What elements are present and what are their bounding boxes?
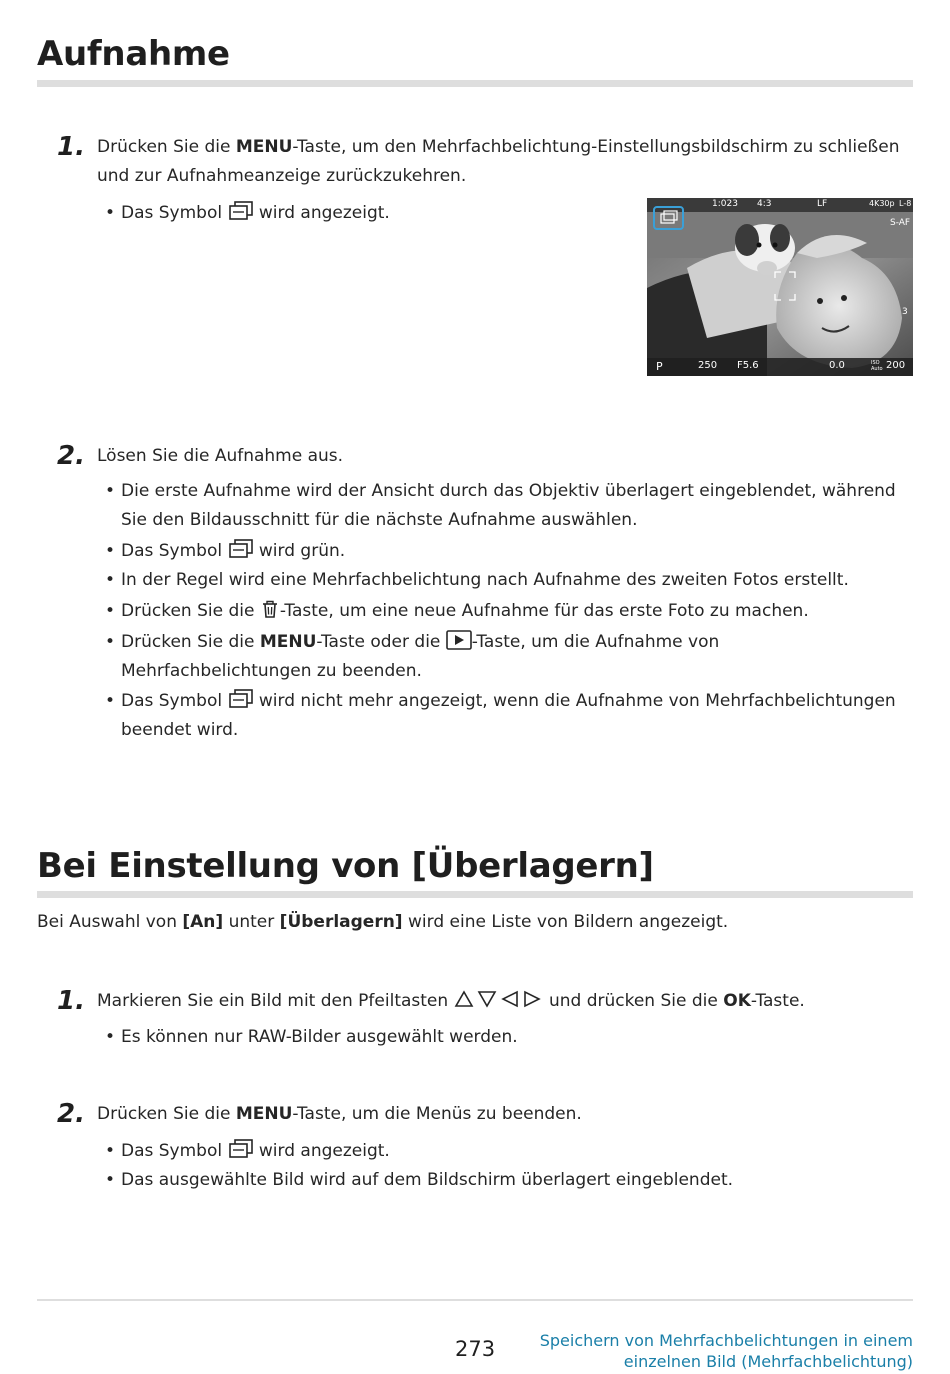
photo-illustration <box>647 198 913 376</box>
bullet-text: Das Symbol wird grün. <box>121 537 345 569</box>
bullet-dot: • <box>105 1141 116 1161</box>
bullet-text: Das Symbol wird nicht mehr angezeigt, wenn die Aufnahme von Mehrfachbelichtungen <box>121 687 896 719</box>
heading-rule <box>37 80 913 87</box>
multiple-exposure-icon <box>228 689 254 719</box>
osd-exposure-comp: 0.0 <box>829 360 845 371</box>
multiple-exposure-icon <box>228 1139 254 1169</box>
osd-aperture: F5.6 <box>737 360 759 371</box>
bullet-dot: • <box>105 570 116 590</box>
section-intro: Bei Auswahl von [An] unter [Überlagern] wird eine Liste von Bildern angezeigt. <box>37 912 729 932</box>
osd-iso-label: ISO Auto <box>871 360 883 372</box>
osd-iso: 200 <box>886 360 906 371</box>
section-heading-aufnahme: Aufnahme <box>37 34 230 74</box>
step-number: 2. <box>57 441 85 471</box>
bullet-dot: • <box>105 481 116 501</box>
osd-quality: LF <box>817 199 828 209</box>
bullet-dot: • <box>105 691 116 711</box>
bullet-dot: • <box>105 601 116 621</box>
step-number: 2. <box>57 1099 85 1129</box>
osd-flash: 3 <box>902 307 908 317</box>
section-heading-ueberlagern: Bei Einstellung von [Überlagern] <box>37 846 654 886</box>
bullet-dot: • <box>105 203 116 223</box>
step-number: 1. <box>57 986 85 1016</box>
osd-frame-count: 1:023 <box>712 199 738 209</box>
footer-section-link[interactable] <box>540 1330 913 1372</box>
bullet-text-line2: Sie den Bildausschnitt für die nächste Aufnahme auswählen. <box>121 510 638 530</box>
footer-link-line2[interactable]: einzelnen Bild (Mehrfachbelichtung) <box>623 1352 913 1371</box>
bullet-text: Drücken Sie die MENU-Taste oder die -Taste, um die Aufnahme von <box>121 628 719 660</box>
multiple-exposure-icon <box>228 201 254 231</box>
osd-video: 4K30p <box>869 199 895 208</box>
footer-link-line1[interactable]: Speichern von Mehrfachbelichtungen in einem <box>539 1331 913 1350</box>
arrow-keys-icon <box>454 989 544 1019</box>
bullet-text: Das Symbol wird angezeigt. <box>121 199 390 231</box>
osd-aspect: 4:3 <box>757 199 772 209</box>
trash-icon <box>260 599 280 629</box>
osd-mode: P <box>656 360 663 373</box>
step-text: Markieren Sie ein Bild mit den Pfeiltasten und drücken Sie die OK-Taste. <box>97 987 805 1019</box>
bullet-text: Drücken Sie die -Taste, um eine neue Aufnahme für das erste Foto zu machen. <box>121 597 809 629</box>
bullet-dot: • <box>105 1170 116 1190</box>
osd-shutter: 250 <box>698 360 718 371</box>
bullet-text: In der Regel wird eine Mehrfachbelichtung nach Aufnahme des zweiten Fotos erstellt. <box>121 570 849 590</box>
bullet-dot: • <box>105 632 116 652</box>
heading-rule <box>37 891 913 898</box>
bullet-text: Die erste Aufnahme wird der Ansicht durch das Objektiv überlagert eingeblendet, während <box>121 481 896 501</box>
step-text-line2: und zur Aufnahmeanzeige zurückzukehren. <box>97 166 467 186</box>
step-text: Drücken Sie die MENU-Taste, um den Mehrfachbelichtung-Einstellungsbildschirm zu schließen <box>97 137 900 157</box>
step-text: Lösen Sie die Aufnahme aus. <box>97 446 344 466</box>
bullet-text-line2: Mehrfachbelichtungen zu beenden. <box>121 661 422 681</box>
step-text: Drücken Sie die MENU-Taste, um die Menüs zu beenden. <box>97 1104 582 1124</box>
step-number: 1. <box>57 132 85 162</box>
osd-level: L-8 <box>899 199 912 208</box>
camera-live-view-image <box>647 198 913 376</box>
multiple-exposure-icon <box>228 539 254 569</box>
osd-af-mode: S-AF <box>890 218 911 228</box>
footer-rule <box>37 1299 913 1301</box>
bullet-text: Es können nur RAW-Bilder ausgewählt werden. <box>121 1027 518 1047</box>
bullet-dot: • <box>105 541 116 561</box>
playback-icon <box>446 630 472 660</box>
page-number: 273 <box>455 1337 496 1361</box>
bullet-text: Das ausgewählte Bild wird auf dem Bildschirm überlagert eingeblendet. <box>121 1170 734 1190</box>
bullet-text: Das Symbol wird angezeigt. <box>121 1137 390 1169</box>
bullet-dot: • <box>105 1027 116 1047</box>
bullet-text-line2: beendet wird. <box>121 720 239 740</box>
